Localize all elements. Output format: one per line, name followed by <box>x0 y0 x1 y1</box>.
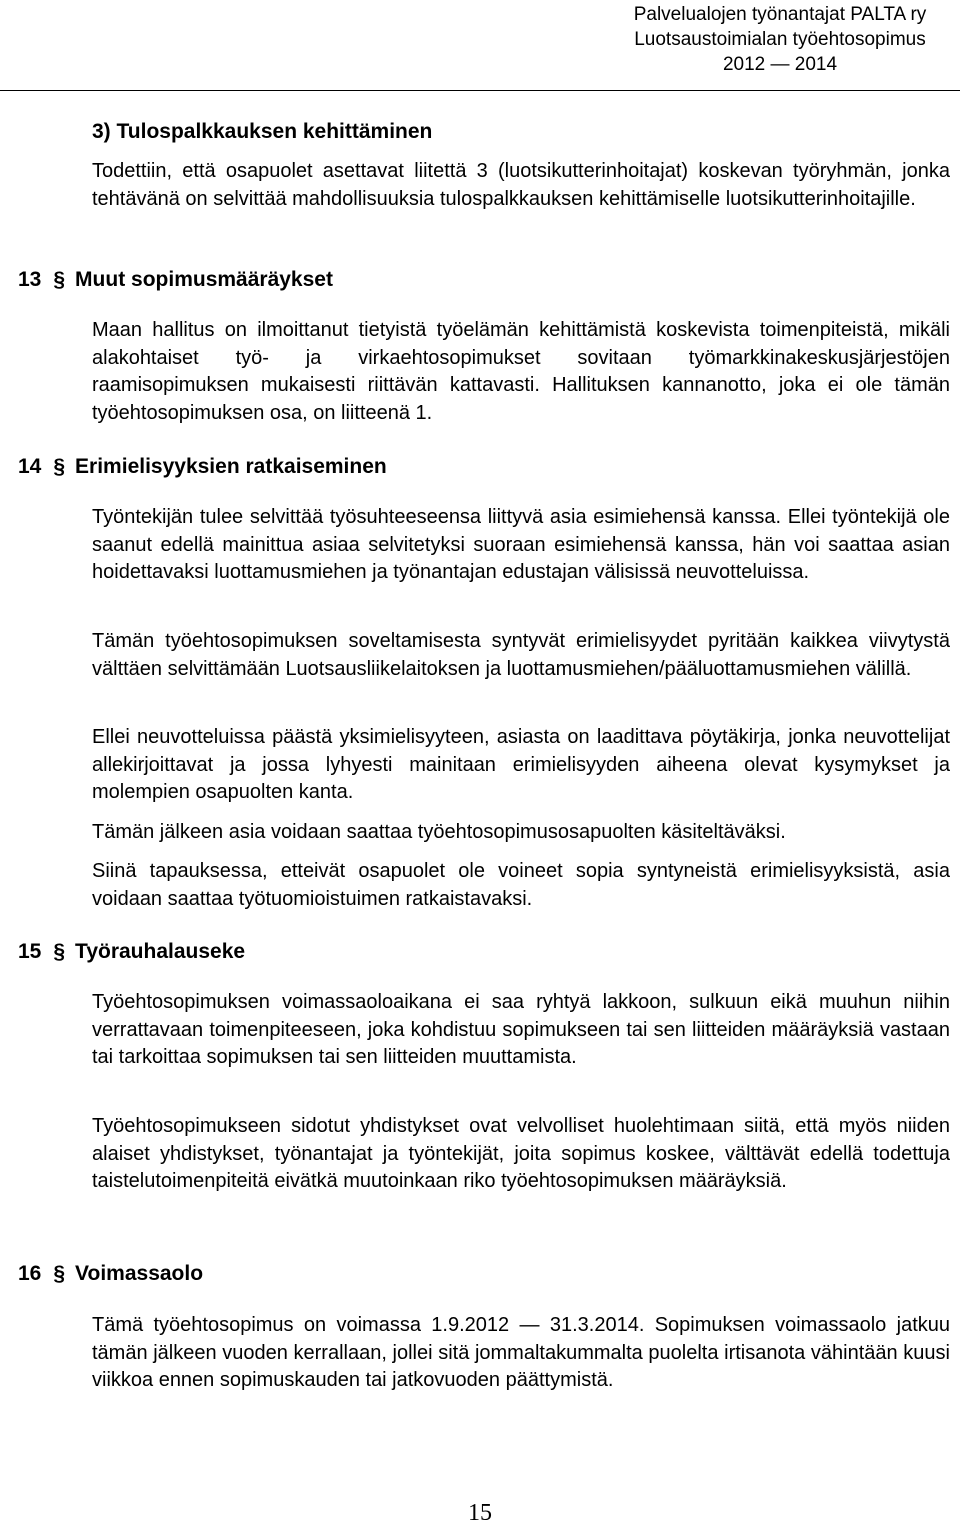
section-sign-icon: § <box>53 1262 66 1285</box>
section-16-title: Voimassaolo <box>75 1262 204 1285</box>
subsection-3-text: Todettiin, että osapuolet asettavat liitettä 3 (luotsikutterinhoitajat) koskevan työryhmän, jonka tehtävänä on selvittää mahdollisuuksia tulospalkkauksen kehittämiselle luotsikutterinhoitajille. <box>92 160 950 210</box>
section-13-number: 13 <box>18 268 42 291</box>
section-sign-icon: § <box>53 940 66 963</box>
section-14-title: Erimielisyyksien ratkaiseminen <box>75 455 387 478</box>
section-14-paragraph: Tämän jälkeen asia voidaan saattaa työehtosopimusosapuolten käsiteltäväksi. <box>92 821 786 843</box>
section-14-number: 14 <box>18 455 42 478</box>
section-16-heading <box>18 1262 203 1286</box>
section-sign-icon: § <box>53 455 66 478</box>
section-15-paragraph: Työehtosopimuksen voimassaoloaikana ei saa ryhtyä lakkoon, sulkuun eikä muuhun niihin verrattavaan toimenpiteeseen, joka kohdistuu sopimukseen tai sen liitteiden määräyksiä vastaan tai tarkoittaa sopimuksen tai sen liitteiden muuttamista. <box>92 991 950 1068</box>
page-number: 15 <box>468 1500 492 1526</box>
header-agreement-name: Luotsaustoimialan työehtosopimus <box>634 29 926 50</box>
section-15-title: Työrauhalauseke <box>75 940 246 963</box>
section-16-paragraph: Tämä työehtosopimus on voimassa 1.9.2012 — 31.3.2014. Sopimuksen voimassaolo jatkuu tämän jälkeen vuoden kerrallaan, jollei sitä jommaltakummalta puolelta irtisanota vähintään kuusi viikkoa ennen sopimuskauden tai jatkovuoden päättymistä. <box>92 1314 950 1391</box>
section-14-paragraph: Ellei neuvotteluissa päästä yksimielisyyteen, asiasta on laadittava pöytäkirja, jonka neuvottelijat allekirjoittavat ja jossa lyhyesti mainitaan erimielisyyden aiheena olevat kysymykset ja molempien osapuolten kanta. <box>92 726 950 803</box>
section-14-paragraph: Työntekijän tulee selvittää työsuhteeseensa liittyvä asia esimiehensä kanssa. Ellei työntekijä ole saanut edellä mainittua asiaa selvitetyksi suoraan esimiehensä kanssa, hän voi saattaa asian hoidettavaksi luottamusmiehen ja työnantajan edustajan välisissä neuvotteluissa. <box>92 506 950 583</box>
section-15-paragraph: Työehtosopimukseen sidotut yhdistykset ovat velvolliset huolehtimaan siitä, että myös niiden alaiset yhdistykset, työnantajat ja työntekijät, joita sopimus koskee, välttävät edellä todettuja taistelutoimenpiteitä eivätkä muutoinkaan riko työehtosopimuksen määräyksiä. <box>92 1115 950 1192</box>
section-14-paragraph: Siinä tapauksessa, etteivät osapuolet ole voineet sopia syntyneistä erimielisyyksistä, asia voidaan saattaa työtuomioistuimen ratkaistavaksi. <box>92 860 950 910</box>
section-13-heading <box>18 268 333 292</box>
header-period: 2012 — 2014 <box>722 54 838 75</box>
section-13-title: Muut sopimusmääräykset <box>75 268 333 291</box>
section-15-heading <box>18 940 245 964</box>
header-organization: Palvelualojen työnantajat PALTA ry <box>633 4 927 25</box>
section-13-paragraph: Maan hallitus on ilmoittanut tietyistä työelämän kehittämistä koskevista toimenpiteistä, mikäli alakohtaiset työ- ja virkaehtosopimukset sovitaan työmarkkinakeskusjärjestöjen raamisopimuksen mukaisesti riittävän kattavasti. Hallituksen kannanotto, joka ei ole tämän työehtosopimuksen osa, on liitteenä 1. <box>92 319 950 424</box>
section-sign-icon: § <box>53 268 66 291</box>
section-14-heading <box>18 455 387 479</box>
section-14-paragraph: Tämän työehtosopimuksen soveltamisesta syntyvät erimielisyydet pyritään kaikkea viivytystä välttäen selvittämään Luotsausliikelaitoksen ja luottamusmiehen/pääluottamusmiehen välillä. <box>92 630 950 680</box>
header-divider <box>0 90 960 91</box>
page-header <box>600 2 960 77</box>
section-15-number: 15 <box>18 940 42 963</box>
section-16-number: 16 <box>18 1262 42 1285</box>
subsection-3-heading: 3) Tulospalkkauksen kehittäminen <box>92 120 433 143</box>
